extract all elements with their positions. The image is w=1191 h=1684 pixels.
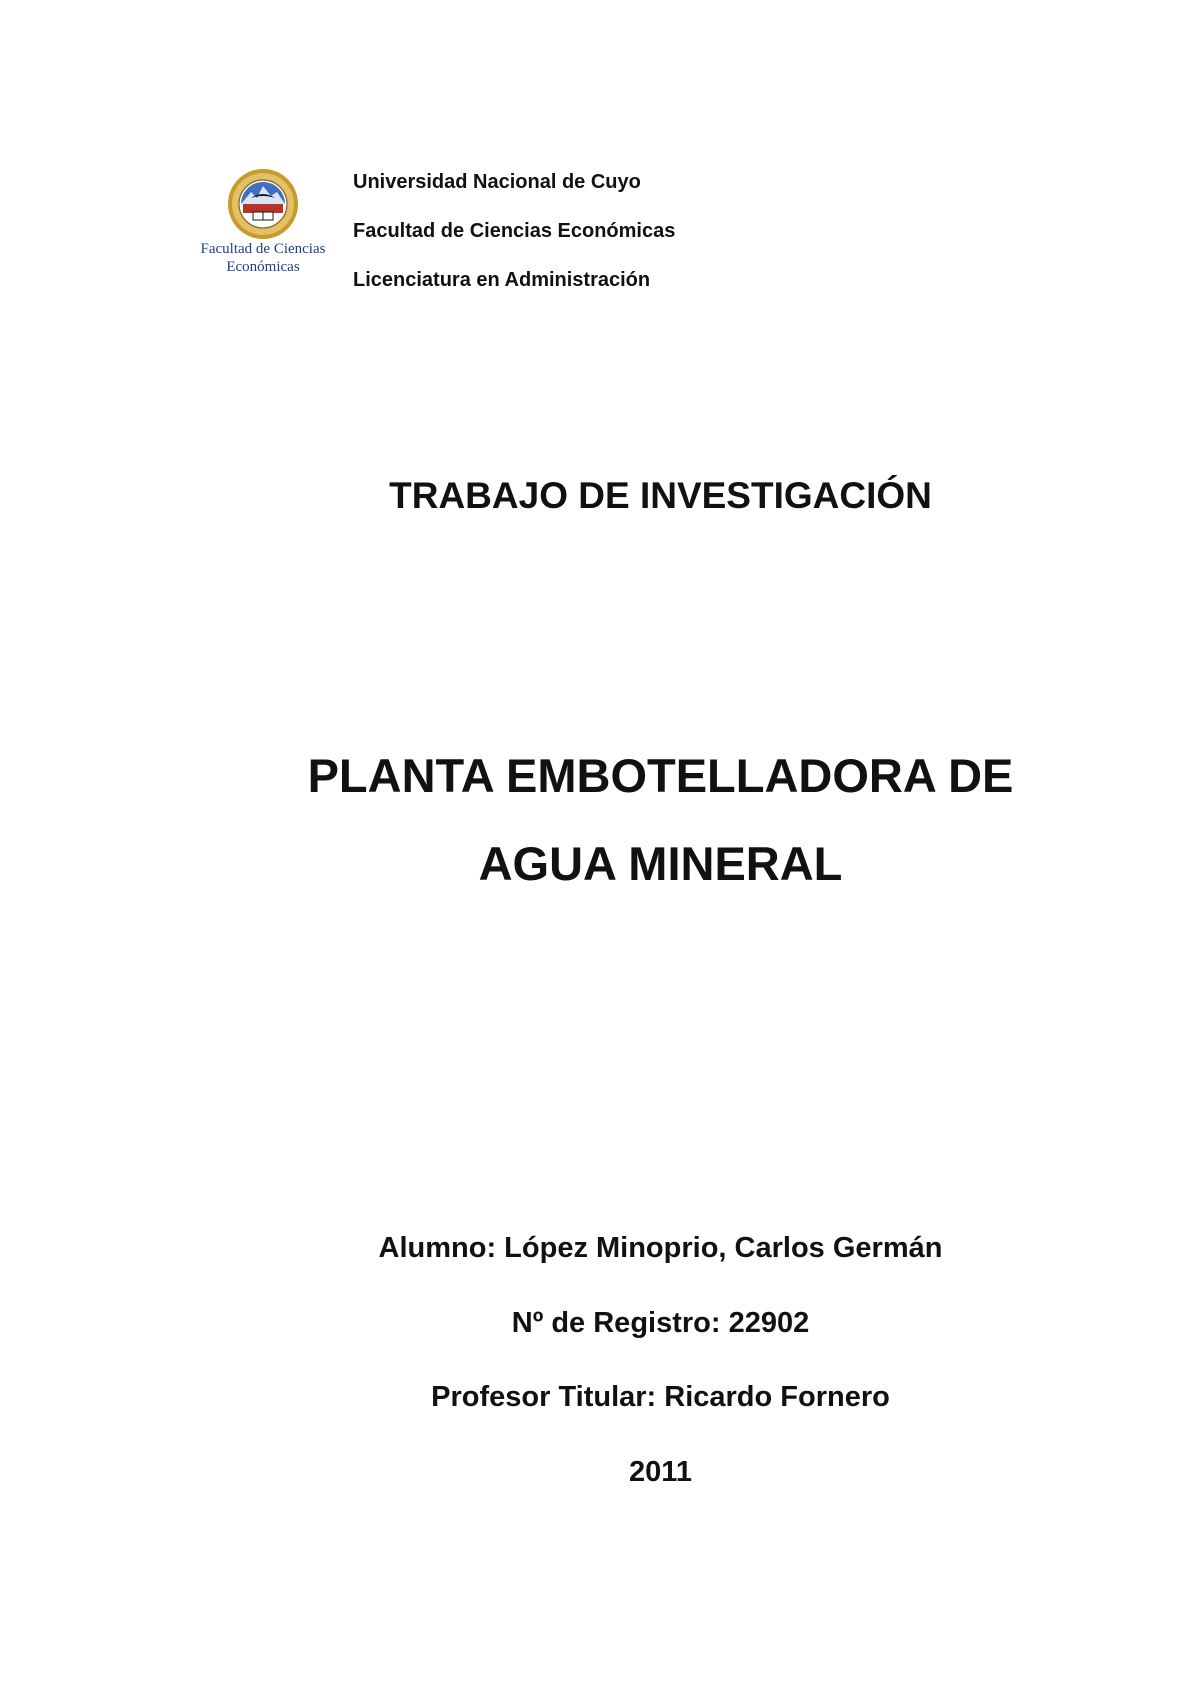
university-name: Universidad Nacional de Cuyo [353,171,641,193]
logo-caption-line1: Facultad de Ciencias [200,241,326,257]
student-name: Alumno: López Minoprio, Carlos Germán [378,1232,943,1264]
professor-name: Profesor Titular: Ricardo Fornero [431,1381,890,1413]
university-seal-icon [227,168,299,240]
faculty-logo [188,163,338,283]
logo-caption-line2: Económicas [226,259,300,275]
faculty-name: Facultad de Ciencias Económicas [353,220,676,242]
document-title-line2: AGUA MINERAL [478,837,843,890]
degree-name: Licenciatura en Administración [353,269,651,291]
document-year: 2011 [629,1456,692,1488]
logo-caption [188,240,338,276]
document-type: TRABAJO DE INVESTIGACIÓN [389,475,932,516]
document-title-line1: PLANTA EMBOTELLADORA DE [307,749,1014,802]
registration-number: Nº de Registro: 22902 [511,1307,810,1339]
